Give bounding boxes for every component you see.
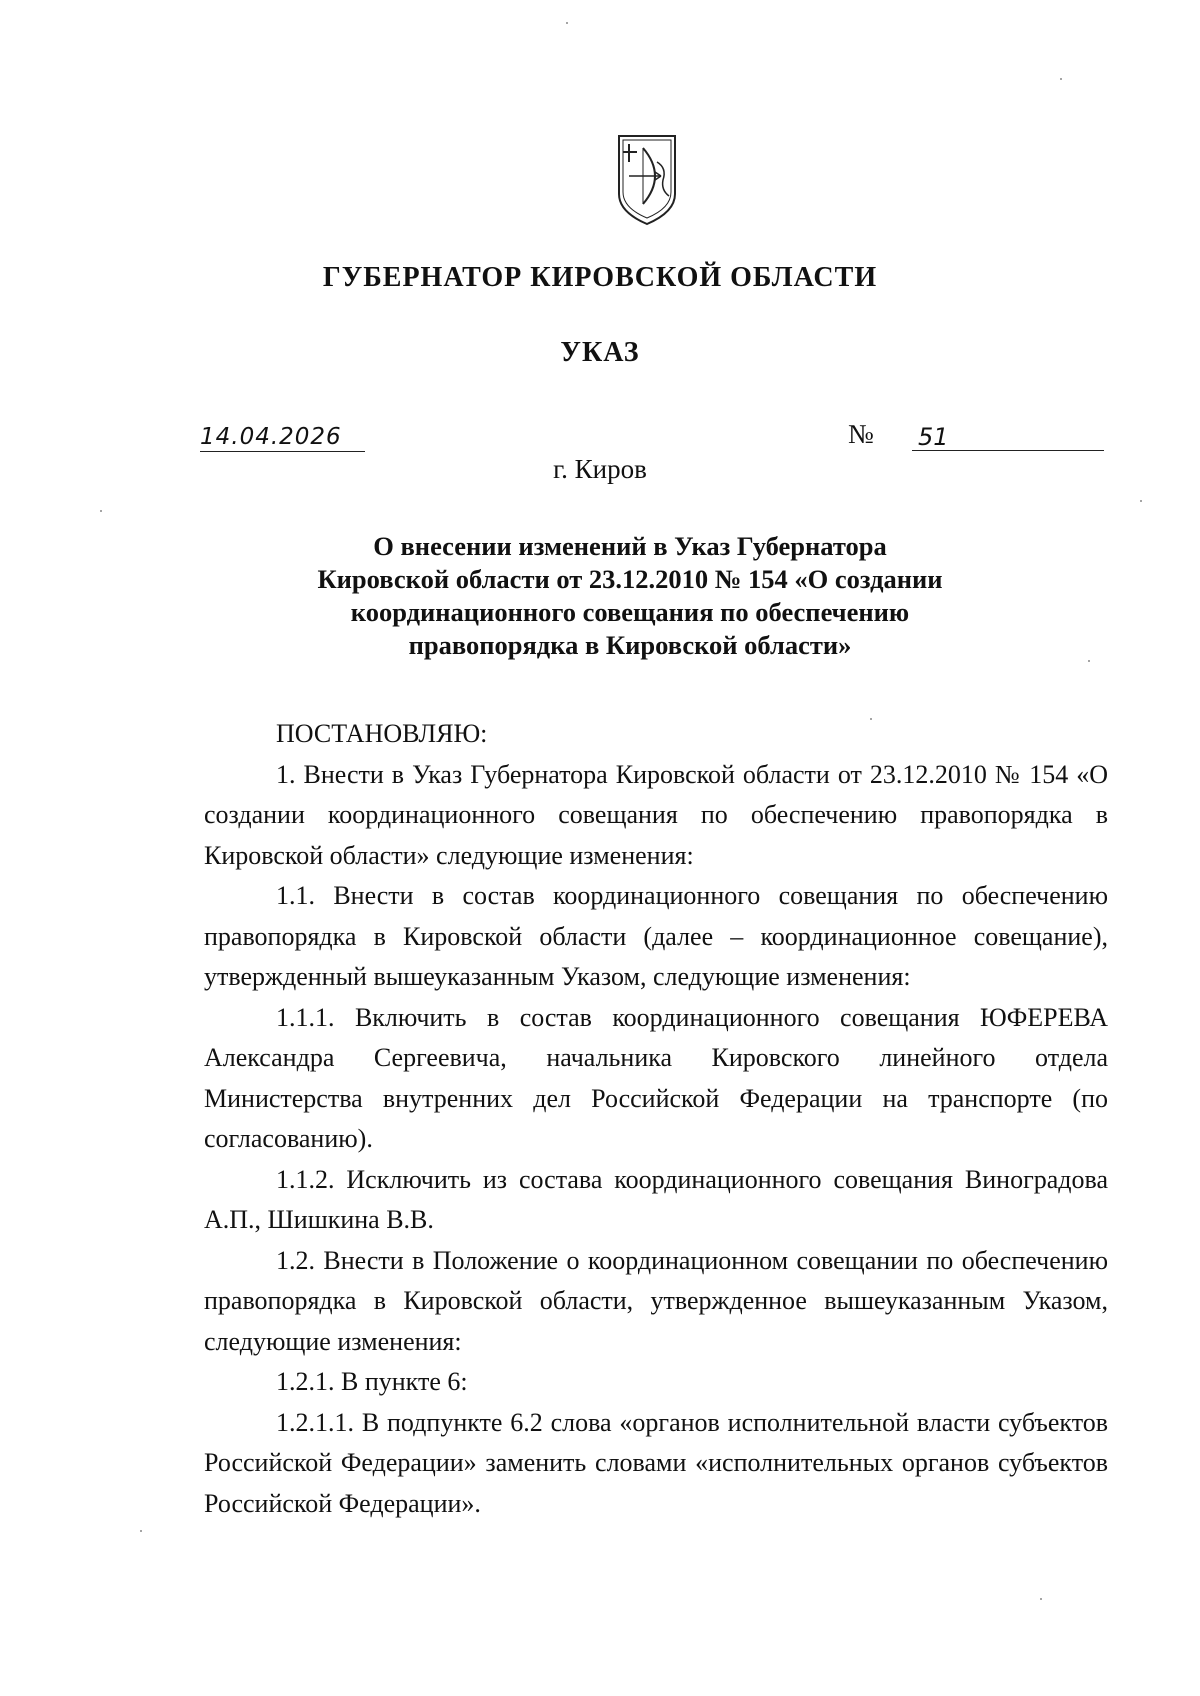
scan-speck — [1060, 78, 1062, 80]
scan-speck — [566, 22, 568, 24]
scan-speck — [100, 510, 102, 512]
authority-heading: ГУБЕРНАТОР КИРОВСКОЙ ОБЛАСТИ — [322, 262, 878, 293]
body-paragraph: 1.1.1. Включить в состав координационного совещания ЮФЕРЕВА Александра Сергеевича, начальника Кировского линейного отдела Министерства внутренних дел Российской Федерации на транспорте (по согласованию). — [204, 1002, 1108, 1153]
document-body — [204, 714, 1108, 1524]
title-line: Кировской области от 23.12.2010 № 154 «О создании — [317, 564, 943, 594]
scan-speck — [140, 1530, 142, 1532]
coat-of-arms-icon — [615, 132, 679, 228]
scan-speck — [1088, 660, 1090, 662]
body-paragraph: 1.1.2. Исключить из состава координационного совещания Виноградова А.П., Шишкина В.В. — [204, 1164, 1108, 1234]
title-line: О внесении изменений в Указ Губернатора — [373, 531, 887, 561]
title-line: правопорядка в Кировской области» — [408, 630, 852, 660]
scan-speck — [1040, 1598, 1042, 1600]
scan-speck — [1140, 500, 1142, 502]
document-date: 14.04.2026 — [200, 425, 365, 452]
document-number: 51 — [912, 425, 1104, 451]
body-paragraph: 1.2. Внести в Положение о координационном совещании по обеспечению правопорядка в Кировской области, утвержденное вышеуказанным Указом, следующие изменения: — [204, 1245, 1108, 1356]
decree-preamble: ПОСТАНОВЛЯЮ: — [276, 719, 488, 748]
title-line: координационного совещания по обеспечению — [350, 597, 910, 627]
body-paragraph: 1.2.1. В пункте 6: — [276, 1367, 468, 1396]
document-type-heading: УКАЗ — [560, 337, 640, 368]
number-sign: № — [848, 419, 874, 449]
body-paragraph: 1.2.1.1. В подпункте 6.2 слова «органов исполнительной власти субъектов Российской Федерации» заменить словами «исполнительных органов субъектов Российской Федерации». — [204, 1407, 1108, 1518]
document-title — [300, 530, 960, 662]
body-paragraph: 1.1. Внести в состав координационного совещания по обеспечению правопорядка в Кировской области (далее – координационное совещание), утвержденный вышеуказанным Указом, следующие изменения: — [204, 881, 1108, 991]
scan-speck — [870, 718, 872, 720]
city-label: г. Киров — [553, 454, 647, 484]
body-paragraph: 1. Внести в Указ Губернатора Кировской области от 23.12.2010 № 154 «О создании координационного совещания по обеспечению правопорядка в Кировской области» следующие изменения: — [204, 759, 1108, 870]
